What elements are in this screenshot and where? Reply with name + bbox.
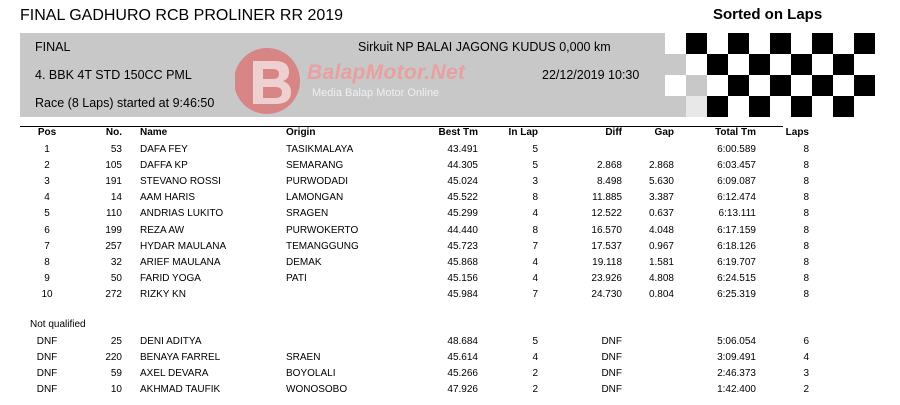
cell-no: 220 <box>105 351 122 363</box>
cell-no: 199 <box>105 224 122 236</box>
spacer-row <box>26 303 809 317</box>
checker-square <box>833 75 854 96</box>
cell-pos: 2 <box>44 159 50 171</box>
checker-square <box>665 33 686 54</box>
cell-origin: LAMONGAN <box>286 192 344 204</box>
cell-no: 10 <box>110 384 122 396</box>
checker-square <box>770 54 791 75</box>
cell-name: AKHMAD TAUFIK <box>140 384 221 396</box>
cell-total: 6:03.457 <box>717 159 756 171</box>
logo-subtitle: Media Balap Motor Online <box>312 87 440 99</box>
cell-diff: DNF <box>601 384 622 396</box>
cell-no: 272 <box>105 289 122 301</box>
circuit-label: Sirkuit NP BALAI JAGONG KUDUS 0,000 km <box>358 40 611 54</box>
col-pos: Pos <box>37 127 57 138</box>
cell-inlap: 4 <box>532 273 538 285</box>
cell-gap: 1.581 <box>648 256 674 268</box>
cell-gap <box>622 141 674 157</box>
cell-origin: TEMANGGUNG <box>286 240 359 252</box>
cell-pos: 6 <box>44 224 50 236</box>
checker-square <box>749 96 770 117</box>
cell-pos: 5 <box>44 208 50 220</box>
checker-square <box>686 54 707 75</box>
cell-gap: 4.048 <box>648 224 674 236</box>
cell-diff: DNF <box>601 368 622 380</box>
checker-square <box>749 54 770 75</box>
cell-laps: 8 <box>803 273 809 285</box>
cell-name: AAM HARIS <box>140 192 196 204</box>
col-total-tm: Total Tm <box>715 127 756 138</box>
checker-square <box>812 75 833 96</box>
cell-gap <box>622 333 674 349</box>
checker-square <box>812 33 833 54</box>
cell-no: 14 <box>110 192 122 204</box>
table-row <box>26 206 809 222</box>
cell-laps: 6 <box>803 335 809 347</box>
checker-square <box>791 75 812 96</box>
checker-square <box>854 75 875 96</box>
cell-laps: 8 <box>803 159 809 171</box>
cell-origin: SEMARANG <box>286 159 344 171</box>
cell-origin: PATI <box>286 273 307 285</box>
cell-inlap: 5 <box>532 159 538 171</box>
cell-diff: 17.537 <box>591 240 622 252</box>
cell-pos: DNF <box>36 335 58 347</box>
checker-square <box>854 96 875 117</box>
cell-best: 45.614 <box>447 351 478 363</box>
cell-laps: 2 <box>803 384 809 396</box>
cell-pos: DNF <box>36 351 58 363</box>
cell-best: 45.984 <box>447 289 478 301</box>
checker-square <box>749 33 770 54</box>
table-row <box>26 238 809 254</box>
cell-pos: 7 <box>44 240 50 252</box>
table-row <box>26 382 809 398</box>
cell-total: 6:25.319 <box>717 289 756 301</box>
checker-square <box>686 75 707 96</box>
cell-diff: 16.570 <box>591 224 622 236</box>
checker-square <box>854 54 875 75</box>
cell-diff: 24.730 <box>591 289 622 301</box>
logo-text: BalapMotor.Net <box>307 61 466 84</box>
cell-inlap: 4 <box>532 351 538 363</box>
cell-laps: 8 <box>803 175 809 187</box>
cell-name: DAFA FEY <box>140 143 188 155</box>
cell-pos: DNF <box>36 384 58 396</box>
table-row <box>26 333 809 349</box>
checker-square <box>770 33 791 54</box>
class-label: 4. BBK 4T STD 150CC PML <box>35 68 192 82</box>
col-gap: Gap <box>654 127 674 138</box>
cell-no: 59 <box>110 368 122 380</box>
cell-inlap: 2 <box>532 384 538 396</box>
table-header-row <box>26 124 809 141</box>
checker-square <box>791 96 812 117</box>
cell-laps: 8 <box>803 224 809 236</box>
cell-inlap: 2 <box>532 368 538 380</box>
cell-gap: 4.808 <box>648 273 674 285</box>
cell-origin: DEMAK <box>286 256 322 268</box>
cell-diff: DNF <box>601 351 622 363</box>
cell-best: 45.299 <box>447 208 478 220</box>
cell-inlap: 7 <box>532 289 538 301</box>
cell-total: 6:13.111 <box>718 208 756 220</box>
table-row <box>26 271 809 287</box>
cell-name: ANDRIAS LUKITO <box>140 208 224 220</box>
cell-no: 25 <box>110 335 122 347</box>
cell-no: 53 <box>110 143 122 155</box>
checker-square <box>707 33 728 54</box>
checker-square <box>728 75 749 96</box>
cell-gap <box>622 365 674 381</box>
cell-laps: 8 <box>803 240 809 252</box>
cell-total: 6:24.515 <box>717 273 756 285</box>
cell-origin: PURWODADI <box>286 175 349 187</box>
cell-diff: 8.498 <box>596 175 622 187</box>
cell-no: 32 <box>110 256 122 268</box>
cell-total: 1:42.400 <box>717 384 756 396</box>
cell-total: 2:46.373 <box>717 368 756 380</box>
not-qualified-label: Not qualified <box>30 319 86 331</box>
checker-square <box>833 33 854 54</box>
cell-total: 6:00.589 <box>717 143 756 155</box>
cell-gap: 3.387 <box>648 192 674 204</box>
checker-square <box>707 75 728 96</box>
checker-square <box>665 96 686 117</box>
cell-no: 50 <box>110 273 122 285</box>
session-label: FINAL <box>35 40 71 54</box>
col-diff: Diff <box>605 127 622 138</box>
cell-pos: 3 <box>44 175 50 187</box>
cell-no: 110 <box>106 208 122 220</box>
cell-pos: 4 <box>44 192 50 204</box>
race-banner <box>20 33 875 117</box>
cell-laps: 4 <box>803 351 809 363</box>
table-row <box>26 173 809 189</box>
checker-square <box>812 96 833 117</box>
table-row <box>26 157 809 173</box>
cell-total: 6:09.087 <box>717 175 756 187</box>
checker-square <box>770 96 791 117</box>
cell-laps: 8 <box>803 289 809 301</box>
cell-pos: 8 <box>44 256 50 268</box>
cell-total: 6:17.159 <box>717 224 756 236</box>
cell-best: 44.440 <box>447 224 478 236</box>
cell-inlap: 7 <box>532 240 538 252</box>
table-row <box>26 287 809 303</box>
checker-square <box>770 75 791 96</box>
checker-square <box>833 96 854 117</box>
cell-name: HYDAR MAULANA <box>140 240 227 252</box>
cell-no: 257 <box>105 240 122 252</box>
cell-inlap: 5 <box>532 143 538 155</box>
cell-pos: 1 <box>44 143 50 155</box>
cell-diff: 2.868 <box>596 159 622 171</box>
results-table <box>26 124 809 398</box>
cell-name: DENI ADITYA <box>140 335 202 347</box>
cell-total: 6:19.707 <box>717 256 756 268</box>
cell-gap: 2.868 <box>648 159 674 171</box>
table-row <box>26 349 809 365</box>
cell-name: AXEL DEVARA <box>140 368 209 380</box>
cell-gap <box>622 349 674 365</box>
col-name: Name <box>140 127 168 138</box>
cell-origin: SRAGEN <box>286 208 329 220</box>
cell-inlap: 4 <box>532 208 538 220</box>
col-laps: Laps <box>785 127 809 138</box>
cell-gap: 5.630 <box>648 175 674 187</box>
cell-name: FARID YOGA <box>140 273 201 285</box>
cell-laps: 8 <box>803 143 809 155</box>
page-title: FINAL GADHURO RCB PROLINER RR 2019 <box>20 7 344 24</box>
cell-best: 48.684 <box>447 335 478 347</box>
cell-gap: 0.804 <box>648 289 674 301</box>
datetime-label: 22/12/2019 10:30 <box>542 68 640 82</box>
col-origin: Origin <box>286 127 316 138</box>
cell-name: REZA AW <box>140 224 185 236</box>
cell-best: 47.926 <box>447 384 478 396</box>
cell-origin <box>286 333 396 349</box>
checker-square <box>728 96 749 117</box>
cell-best: 45.522 <box>447 192 478 204</box>
cell-total: 6:18.126 <box>717 240 756 252</box>
cell-no: 191 <box>105 175 122 187</box>
cell-total: 5:06.054 <box>717 335 756 347</box>
cell-diff: 19.118 <box>592 256 622 268</box>
cell-pos: 10 <box>41 289 53 301</box>
checker-square <box>812 54 833 75</box>
checker-square <box>665 54 686 75</box>
checker-square <box>791 33 812 54</box>
cell-gap: 0.637 <box>648 208 674 220</box>
checker-square <box>728 54 749 75</box>
cell-origin: WONOSOBO <box>286 384 348 396</box>
cell-best: 45.024 <box>447 175 478 187</box>
cell-origin: SRAEN <box>286 351 321 363</box>
cell-best: 44.305 <box>447 159 478 171</box>
cell-inlap: 3 <box>532 175 538 187</box>
cell-best: 45.723 <box>447 240 478 252</box>
table-row <box>26 254 809 270</box>
cell-diff: 12.522 <box>591 208 622 220</box>
cell-name: ARIEF MAULANA <box>140 256 221 268</box>
col-in-lap: In Lap <box>508 127 538 138</box>
cell-total: 6:12.474 <box>717 192 756 204</box>
not-qualified-row <box>26 317 809 333</box>
cell-no: 105 <box>105 159 122 171</box>
checker-square <box>833 54 854 75</box>
cell-best: 45.266 <box>447 368 478 380</box>
cell-best: 45.156 <box>447 273 478 285</box>
cell-name: STEVANO ROSSI <box>140 175 221 187</box>
cell-diff: 23.926 <box>591 273 622 285</box>
col-best-tm: Best Tm <box>438 127 478 138</box>
cell-name: BENAYA FARREL <box>140 351 221 363</box>
cell-origin: BOYOLALI <box>286 368 336 380</box>
cell-gap <box>622 382 674 398</box>
checkered-flag-icon <box>665 33 875 117</box>
table-row <box>26 365 809 381</box>
cell-name: DAFFA KP <box>140 159 188 171</box>
cell-name: RIZKY KN <box>140 289 186 301</box>
cell-diff: DNF <box>601 335 622 347</box>
cell-inlap: 8 <box>532 224 538 236</box>
cell-pos: DNF <box>36 368 58 380</box>
checker-square <box>707 54 728 75</box>
checker-square <box>791 54 812 75</box>
checker-square <box>665 75 686 96</box>
cell-best: 43.491 <box>447 143 478 155</box>
cell-pos: 9 <box>44 273 50 285</box>
checker-square <box>686 96 707 117</box>
cell-total: 3:09.491 <box>717 351 756 363</box>
cell-laps: 8 <box>803 192 809 204</box>
cell-inlap: 5 <box>532 335 538 347</box>
cell-best: 45.868 <box>447 256 478 268</box>
sort-label: Sorted on Laps <box>713 6 823 23</box>
col-no: No. <box>105 127 122 138</box>
cell-diff <box>546 141 622 157</box>
cell-laps: 8 <box>803 208 809 220</box>
cell-inlap: 8 <box>532 192 538 204</box>
cell-origin <box>286 287 396 303</box>
table-row <box>26 190 809 206</box>
cell-diff: 11.885 <box>592 192 622 204</box>
checker-square <box>749 75 770 96</box>
cell-inlap: 4 <box>532 256 538 268</box>
race-info-label: Race (8 Laps) started at 9:46:50 <box>35 96 215 110</box>
cell-gap: 0.967 <box>648 240 674 252</box>
cell-origin: TASIKMALAYA <box>286 143 354 155</box>
checker-square <box>707 96 728 117</box>
checker-square <box>854 33 875 54</box>
cell-origin: PURWOKERTO <box>286 224 359 236</box>
cell-laps: 3 <box>803 368 809 380</box>
cell-laps: 8 <box>803 256 809 268</box>
checker-square <box>728 33 749 54</box>
table-row <box>26 141 809 157</box>
table-row <box>26 222 809 238</box>
checker-square <box>686 33 707 54</box>
